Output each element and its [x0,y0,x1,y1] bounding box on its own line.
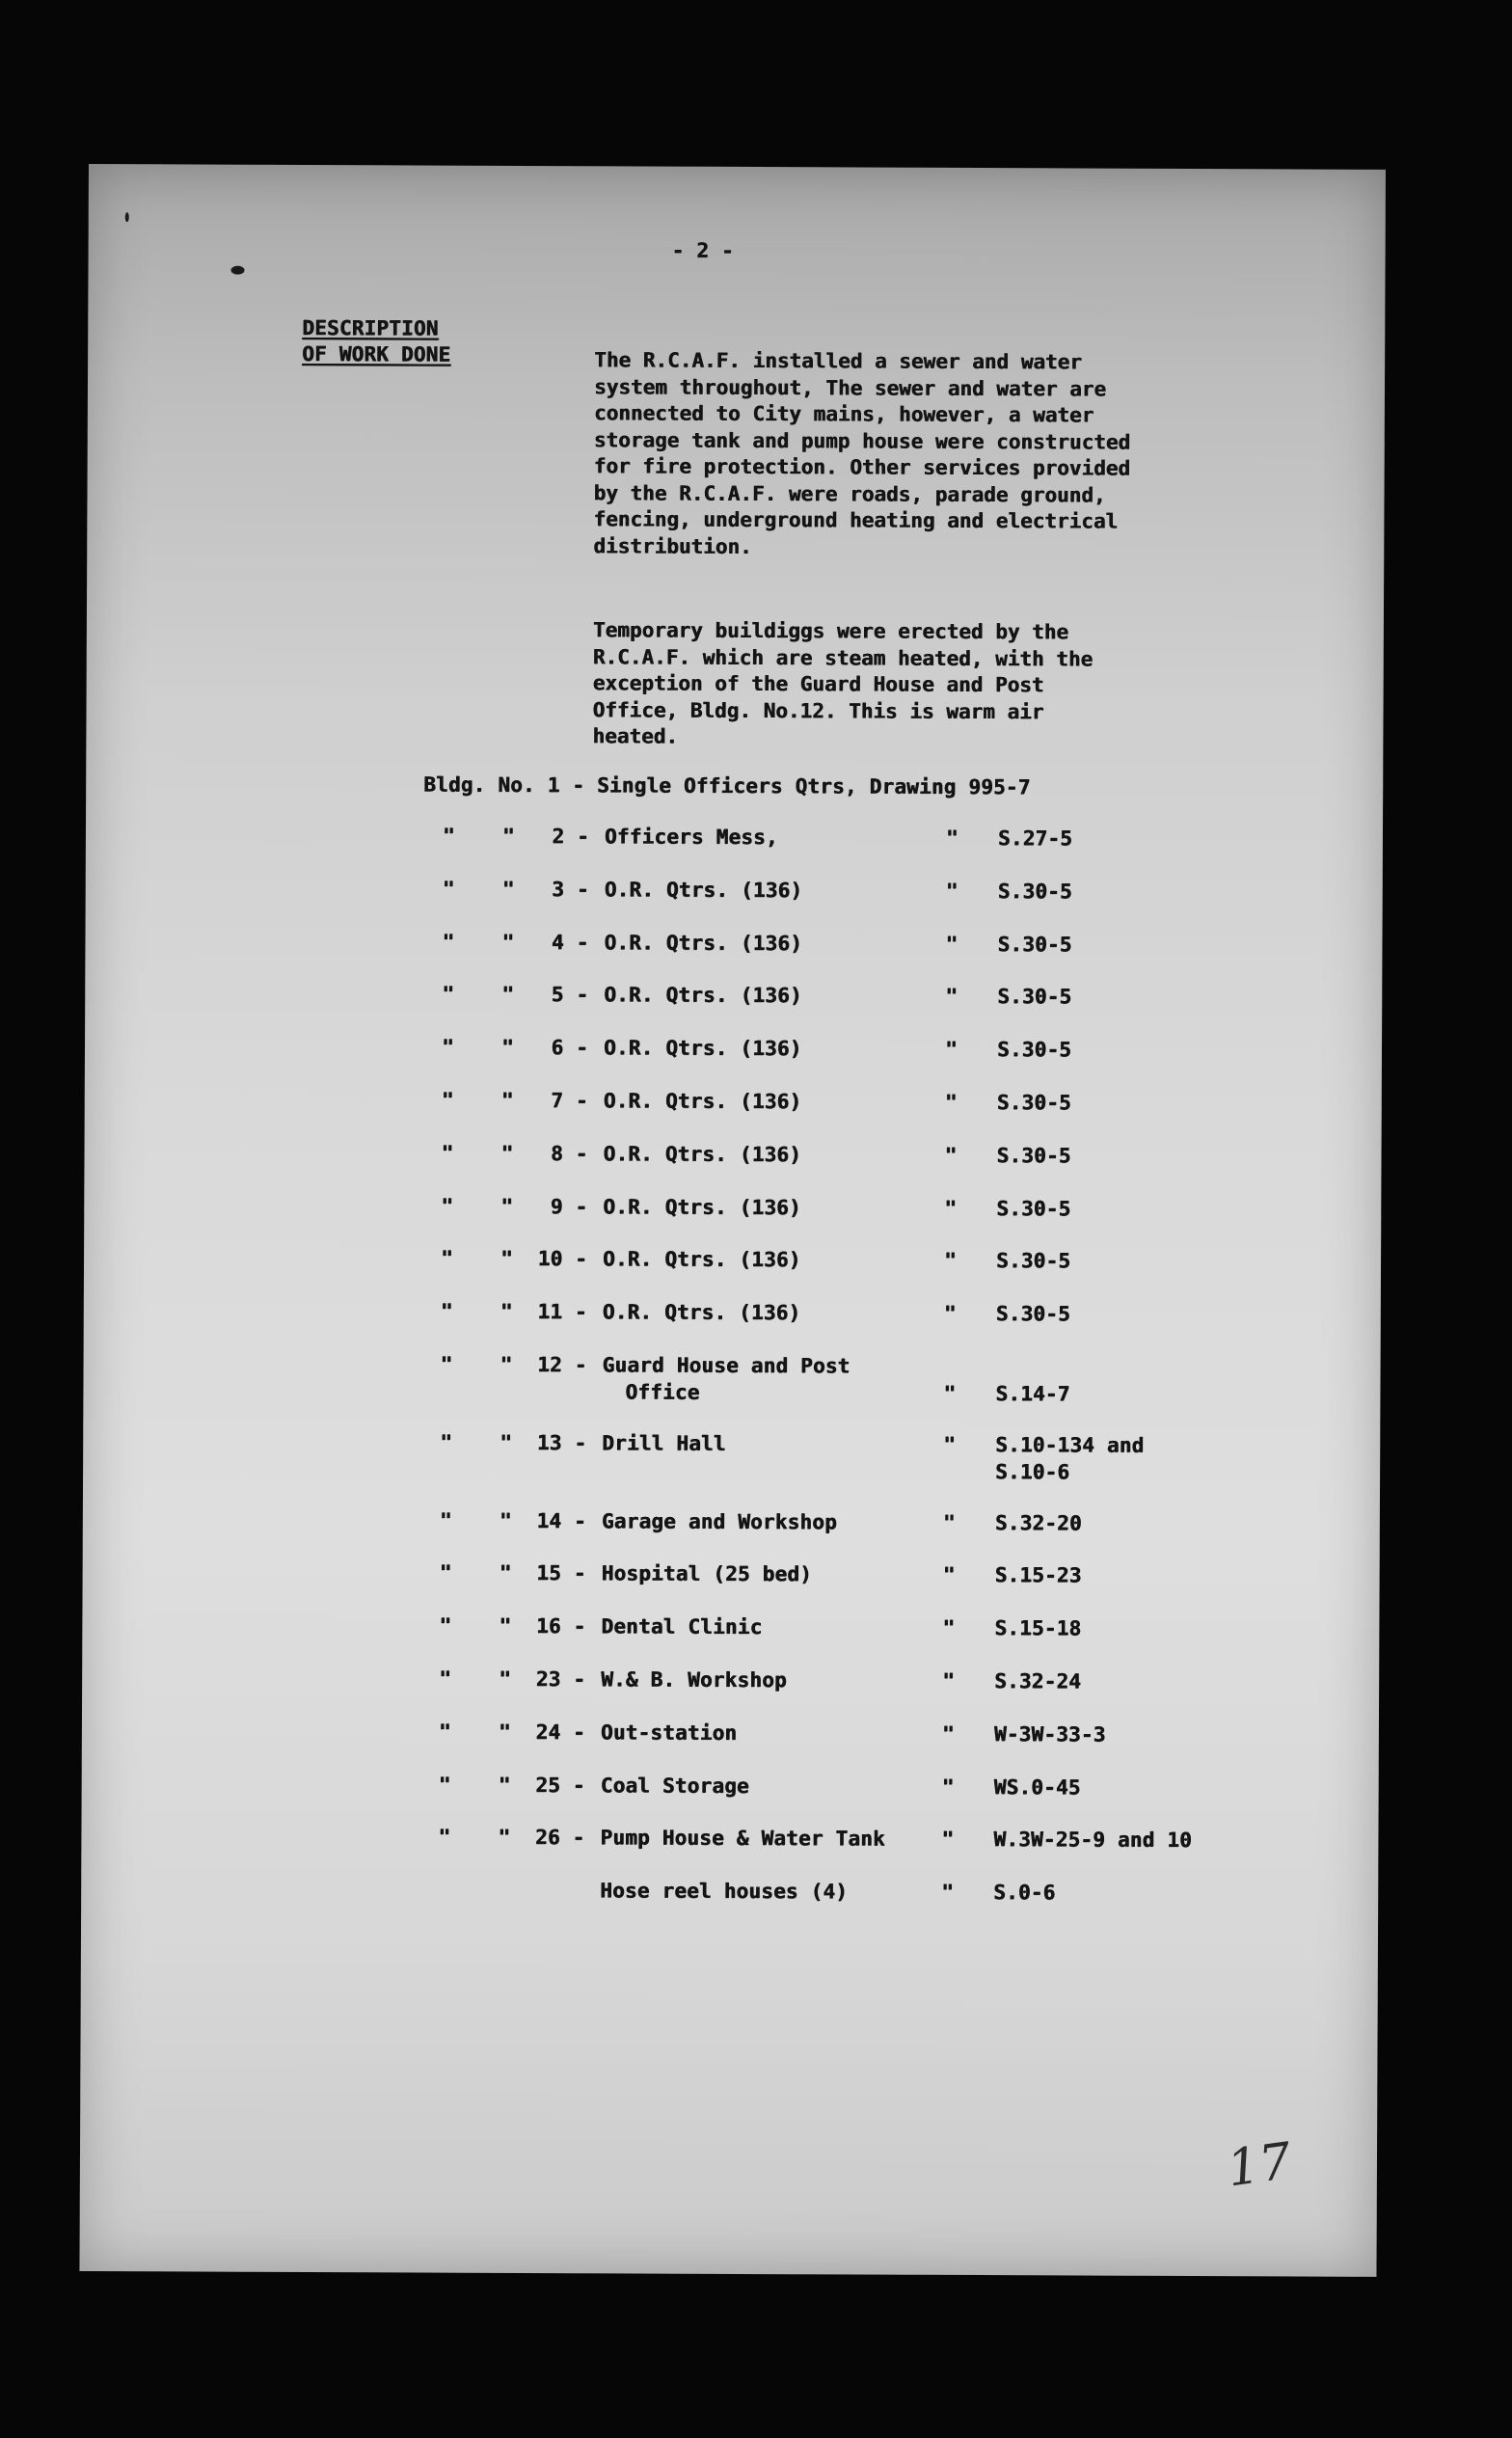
building-row [85,929,1382,973]
section-heading-line1: DESCRIPTION [302,315,439,340]
ditto-mark-drawing: " [942,1510,956,1534]
drawing-number: S.30-5 [995,1302,1070,1326]
building-row [86,876,1383,920]
building-row [81,1877,1378,1921]
building-number: 8 - [550,1141,588,1166]
ditto-mark-bldg: " [440,1299,453,1323]
building-row [84,1140,1381,1184]
building-row [86,823,1383,867]
section-heading-line2: OF WORK DONE [302,341,451,366]
ditto-mark-no: " [499,1614,512,1639]
building-number: 10 - [537,1247,588,1271]
building-description: Coal Storage [600,1773,749,1798]
ditto-mark-bldg: " [439,1666,452,1691]
ditto-mark-drawing: " [943,1432,957,1456]
building-row [84,1193,1381,1237]
ditto-mark-drawing: " [941,1828,955,1852]
drawing-number: S.30-5 [996,1091,1071,1115]
building-description: Pump House & Water Tank [600,1826,885,1852]
ditto-mark-bldg: " [441,1141,454,1165]
building-row [82,1719,1379,1763]
building-description: O.R. Qtrs. (136) [603,1194,801,1219]
building-description: Garage and Workshop [601,1508,837,1533]
building-row [82,1772,1379,1816]
ditto-mark-drawing: " [945,826,958,850]
building-number: 12 - [537,1353,587,1377]
building-number: 25 - [535,1773,585,1797]
building-description-cont: Office [625,1380,700,1404]
building-row [84,1298,1381,1342]
building-number: 3 - [552,877,589,902]
building-description: O.R. Qtrs. (136) [603,1089,802,1114]
building-row [85,981,1382,1025]
ditto-mark-no: " [500,1141,514,1165]
drawing-number: S.14-7 [995,1382,1070,1406]
building-row [83,1351,1380,1406]
building-number: 9 - [550,1194,588,1218]
ditto-mark-drawing: " [943,1302,957,1326]
building-row [84,1245,1381,1289]
building-number: 15 - [536,1561,586,1585]
ditto-mark-no: " [500,1430,513,1454]
ditto-mark-drawing: " [944,1196,958,1220]
ditto-mark-no: " [500,1088,514,1112]
drawing-number: W.3W-25-9 and 10 [993,1828,1192,1853]
scan-speck [231,266,245,275]
ditto-mark-bldg: " [442,877,455,901]
building-description: O.R. Qtrs. (136) [604,878,803,903]
document-page [79,164,1386,2277]
ditto-mark-drawing: " [942,1668,956,1693]
ditto-mark-no: " [498,1826,511,1850]
building-description: Officers Mess, [604,825,778,850]
ditto-mark-drawing: " [945,879,958,903]
building-number: 24 - [535,1720,585,1745]
drawing-number: W-3W-33-3 [993,1721,1106,1747]
building-list-header: Bldg. No. 1 - Single Officers Qtrs, Drawing 995-7 [423,772,1031,799]
ditto-mark-bldg: " [441,1088,454,1112]
ditto-mark-bldg: " [439,1508,452,1532]
building-number: 5 - [551,983,589,1007]
ditto-mark-drawing: " [942,1563,956,1587]
building-description: Hospital (25 bed) [601,1561,813,1586]
ditto-mark-drawing: " [944,1143,958,1167]
ditto-mark-bldg: " [439,1613,452,1638]
building-number: 7 - [551,1089,588,1113]
ditto-mark-no: " [501,930,515,954]
building-description: Drill Hall [602,1431,726,1455]
building-row [83,1559,1380,1604]
ditto-mark-bldg: " [442,824,455,848]
drawing-number: S.27-5 [997,826,1073,851]
building-number: 23 - [535,1667,586,1692]
ditto-mark-no: " [500,1247,513,1271]
building-number: 2 - [552,825,590,849]
drawing-number: S.32-20 [994,1510,1082,1535]
ditto-mark-no: " [501,877,515,901]
ditto-mark-drawing: " [941,1881,955,1905]
building-description: O.R. Qtrs. (136) [604,930,803,955]
ditto-mark-drawing: " [941,1721,955,1746]
building-description: O.R. Qtrs. (136) [603,1036,802,1061]
ditto-mark-drawing: " [941,1774,955,1799]
building-number: 11 - [537,1300,587,1324]
building-description: Dental Clinic [601,1614,763,1639]
scan-speck [125,212,129,222]
drawing-number: S.30-5 [997,985,1072,1009]
building-description: Out-station [600,1720,738,1745]
ditto-mark-no: " [499,1508,512,1532]
building-description: O.R. Qtrs. (136) [602,1300,801,1325]
drawing-number: S.30-5 [996,1038,1072,1062]
ditto-mark-drawing: " [945,932,958,956]
ditto-mark-no: " [501,983,515,1007]
ditto-mark-bldg: " [439,1560,452,1585]
description-paragraph-1: The R.C.A.F. installed a sewer and water system throughout, The sewer and water are connected to City mains, however, a water storage tank and pump house were constructed for fire protection. Other services provided by the R.C.A.F. were roads, parade ground, fencing, underground heating and electrical distribution. [593,348,1131,558]
building-row [83,1507,1380,1552]
drawing-number: S.30-5 [996,1143,1071,1168]
ditto-mark-no: " [500,1194,514,1218]
ditto-mark-no: " [498,1773,511,1797]
drawing-number: S.30-5 [995,1249,1071,1273]
building-description: Hose reel houses (4) [600,1879,849,1904]
building-number: 16 - [535,1614,586,1639]
drawing-number: S.10-134 and [995,1432,1145,1457]
drawing-number: S.15-18 [994,1616,1082,1640]
ditto-mark-bldg: " [442,982,455,1007]
ditto-mark-bldg: " [442,930,455,954]
building-description: Guard House and Post [602,1353,850,1378]
ditto-mark-drawing: " [944,1090,958,1114]
ditto-mark-drawing: " [944,1038,958,1062]
ditto-mark-no: " [500,1300,513,1324]
page-number: - 2 - [671,238,734,262]
building-number: 4 - [551,930,589,954]
ditto-mark-no: " [500,1036,514,1060]
ditto-mark-drawing: " [943,1381,957,1405]
ditto-mark-bldg: " [438,1825,451,1850]
description-paragraph-2: Temporary buildiggs were erected by the R.C.A.F. which are steam heated, with the exception of the Guard House and Post Office, Bldg. No.12. This is warm air heated. [592,618,1094,748]
drawing-number: S.15-23 [994,1563,1082,1587]
ditto-mark-no: " [500,1352,513,1376]
ditto-mark-no: " [498,1720,511,1744]
drawing-number-cont: S.10-6 [995,1459,1070,1484]
building-description: O.R. Qtrs. (136) [604,983,802,1008]
ditto-mark-bldg: " [438,1720,451,1744]
drawing-number: S.32-24 [994,1669,1082,1693]
ditto-mark-drawing: " [945,985,958,1009]
building-description: O.R. Qtrs. (136) [602,1247,801,1272]
ditto-mark-bldg: " [440,1246,453,1271]
ditto-mark-bldg: " [441,1194,454,1218]
drawing-number: S.30-5 [996,1196,1071,1221]
ditto-mark-bldg: " [441,1035,454,1059]
drawing-number: S.30-5 [997,879,1072,904]
building-number: 14 - [536,1508,586,1532]
building-description: W.& B. Workshop [601,1667,787,1693]
ditto-mark-drawing: " [942,1616,956,1640]
drawing-number: S.0-6 [993,1881,1056,1905]
building-row [81,1824,1378,1868]
drawing-number: S.30-5 [997,932,1072,957]
building-description: O.R. Qtrs. (136) [603,1142,802,1167]
building-row [82,1666,1379,1710]
building-row [83,1429,1380,1484]
building-row [82,1612,1379,1657]
handwritten-folio-number: 17 [1224,2132,1295,2199]
ditto-mark-no: " [499,1666,512,1691]
ditto-mark-drawing: " [943,1249,957,1273]
building-number: 13 - [536,1430,587,1455]
ditto-mark-bldg: " [440,1430,453,1454]
building-row [85,1087,1382,1131]
building-row [85,1034,1382,1078]
building-number: 6 - [551,1036,589,1060]
ditto-mark-bldg: " [438,1773,451,1797]
ditto-mark-no: " [499,1561,512,1585]
ditto-mark-no: " [501,824,515,848]
ditto-mark-bldg: " [440,1352,453,1376]
building-number: 26 - [535,1826,585,1850]
drawing-number: WS.0-45 [993,1774,1081,1800]
